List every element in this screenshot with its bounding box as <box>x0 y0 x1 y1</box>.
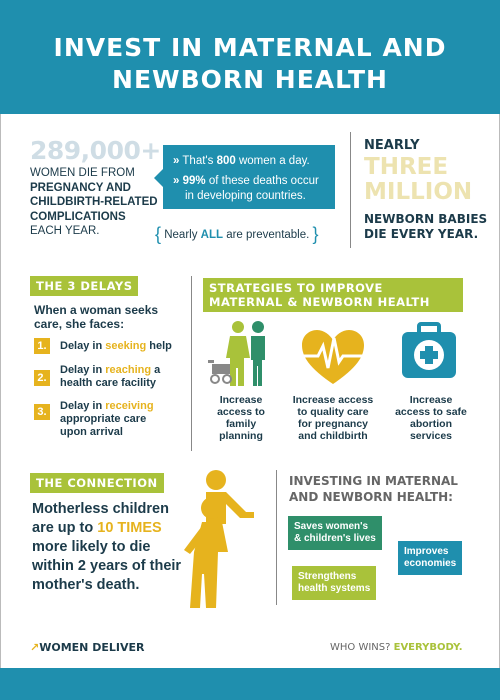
connection-text: Motherless children are up to 10 TIMES more likely to die within 2 years of their mother's death. <box>32 501 182 593</box>
double-arrow-icon: » <box>173 175 180 187</box>
left-brace-icon: { <box>155 224 162 244</box>
footer-bar <box>0 668 500 700</box>
strategy-quality-care: Increase access to quality care for pregnancy and childbirth <box>292 394 374 442</box>
deaths-description: WOMEN DIE FROM PREGNANCY AND CHILDBIRTH-RELATED COMPLICATIONS EACH YEAR. <box>30 167 158 237</box>
delay-item-1: Delay in seeking help <box>60 340 172 352</box>
newborn-deaths-text: NEWBORN BABIES DIE EVERY YEAR. <box>364 212 488 241</box>
divider <box>191 276 192 451</box>
page-title: INVEST IN MATERNAL AND NEWBORN HEALTH <box>53 33 447 94</box>
strategy-family-planning: Increase access to family planning <box>217 394 265 442</box>
mother-child-icon <box>168 470 268 610</box>
three-million: THREE MILLION <box>364 154 473 205</box>
benefit-health-systems: Strengthens health systems <box>292 566 376 600</box>
connection-label: THE CONNECTION <box>30 473 164 493</box>
heartbeat-icon <box>300 328 366 388</box>
delay-number-1: 1. <box>34 338 50 354</box>
right-brace-icon: } <box>312 224 319 244</box>
footer-tagline: WHO WINS? EVERYBODY. <box>330 642 463 653</box>
investing-title: INVESTING IN MATERNAL AND NEWBORN HEALTH: <box>289 474 458 504</box>
arrow-icon: ↗ <box>30 641 40 654</box>
delay-item-3: Delay in receiving appropriate care upon arrival <box>60 400 154 438</box>
delay-number-3: 3. <box>34 404 50 420</box>
strategies-label: STRATEGIES TO IMPROVE MATERNAL & NEWBORN HEALTH <box>203 278 463 312</box>
strategy-safe-abortion: Increase access to safe abortion services <box>395 394 467 442</box>
pointer-arrow <box>154 169 163 187</box>
deaths-number: 289,000+ <box>30 136 161 165</box>
nearly-label: NEARLY <box>364 138 420 153</box>
double-arrow-icon: » <box>173 155 180 167</box>
benefit-economies: Improves economies <box>398 541 462 575</box>
preventable-note: { Nearly ALL are preventable. } <box>155 224 319 244</box>
benefit-saves-lives: Saves women's & children's lives <box>288 516 382 550</box>
delays-label: THE 3 DELAYS <box>30 276 138 296</box>
header-banner <box>0 0 500 114</box>
delay-number-2: 2. <box>34 370 50 386</box>
medical-kit-icon <box>400 322 458 382</box>
women-deliver-logo: ↗WOMEN DELIVER <box>30 641 145 654</box>
family-icon <box>206 320 276 392</box>
delay-item-2: Delay in reaching a health care facility <box>60 364 161 389</box>
delays-intro: When a woman seeks care, she faces: <box>34 303 159 331</box>
divider <box>350 132 351 248</box>
divider <box>276 470 277 605</box>
daily-deaths-box: » That's 800 women a day. » 99% of these deaths occur in developing countries. <box>163 145 335 209</box>
